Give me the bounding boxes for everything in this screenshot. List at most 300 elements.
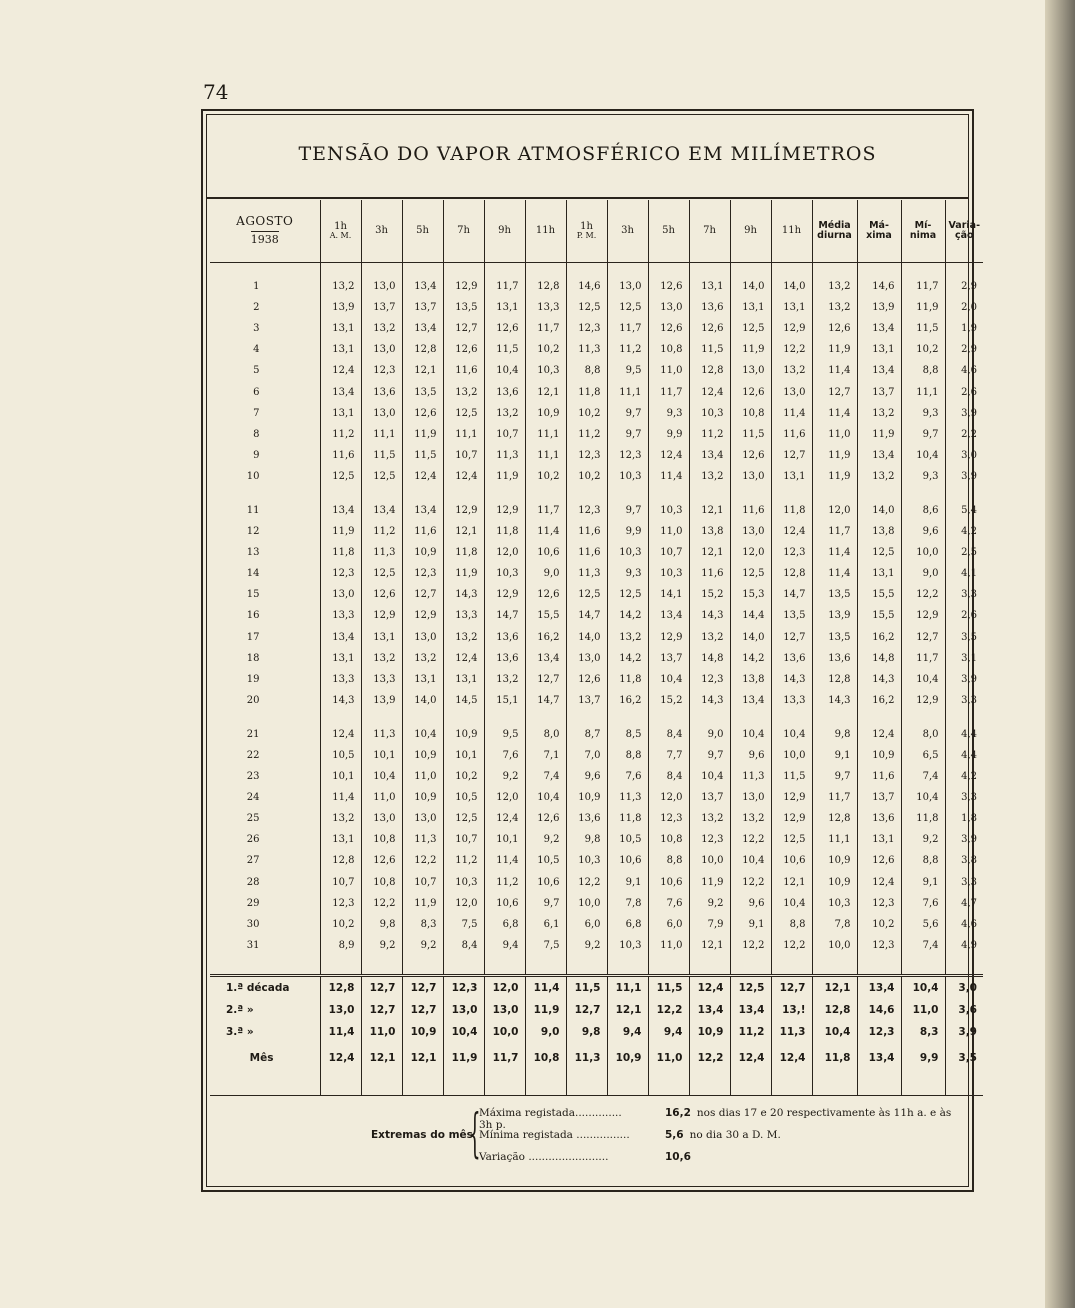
- cell-value: 10,3: [484, 563, 525, 584]
- cell-value: 4,4: [945, 745, 983, 766]
- table-row: [210, 627, 983, 648]
- cell-value: 7,9: [689, 914, 730, 935]
- cell-value: 14,8: [689, 648, 730, 669]
- cell-value: 11,5: [402, 445, 443, 466]
- cell-value: 10,5: [525, 850, 566, 871]
- cell-value: 8,4: [648, 766, 689, 787]
- table-row: [210, 445, 983, 466]
- cell-value: 10,1: [361, 745, 402, 766]
- cell-value: 7,0: [566, 745, 607, 766]
- day-number: 21: [246, 728, 260, 740]
- day-number: 10: [246, 470, 260, 482]
- summary-value: 13,0: [320, 999, 361, 1021]
- summary-value: 12,7: [566, 999, 607, 1021]
- cell-value: 13,2: [320, 808, 361, 829]
- header-hour: [566, 200, 607, 263]
- cell-value: 12,8: [812, 808, 857, 829]
- summary-row: [210, 1043, 983, 1073]
- cell-value: 13,4: [320, 627, 361, 648]
- cell-value: 6,1: [525, 914, 566, 935]
- cell-value: 3,9: [945, 829, 983, 850]
- day-rows: [210, 263, 983, 976]
- cell-value: 13,2: [689, 466, 730, 487]
- table-row: [210, 381, 983, 402]
- cell-value: 12,3: [402, 563, 443, 584]
- cell-value: 13,7: [566, 690, 607, 711]
- summary-value: 12,1: [361, 1043, 402, 1073]
- cell-value: 13,0: [730, 466, 771, 487]
- cell-value: 12,8: [320, 850, 361, 871]
- cell-value: 13,1: [771, 466, 812, 487]
- summary-value: 11,7: [484, 1043, 525, 1073]
- summary-value: 11,2: [730, 1021, 771, 1043]
- cell-value: 12,4: [857, 724, 901, 745]
- cell-value: 3,9: [945, 466, 983, 487]
- cell-value: 10,8: [648, 829, 689, 850]
- cell-value: 8,5: [607, 724, 648, 745]
- hour-label: 1h: [334, 220, 347, 232]
- cell-value: 8,8: [607, 745, 648, 766]
- cell-value: 11,6: [566, 521, 607, 542]
- cell-value: 3,3: [945, 787, 983, 808]
- cell-value: 14,3: [689, 690, 730, 711]
- extreme-key: Mínima registada ................: [479, 1129, 630, 1141]
- cell-value: 9,2: [484, 766, 525, 787]
- cell-value: 12,1: [689, 935, 730, 956]
- summary-value: 3,9: [945, 1021, 983, 1043]
- cell-value: 11,7: [484, 276, 525, 297]
- hour-label: 3h: [375, 224, 388, 236]
- cell-value: 12,6: [525, 808, 566, 829]
- cell-value: 13,1: [857, 339, 901, 360]
- cell-value: 13,3: [525, 297, 566, 318]
- table-row: [210, 808, 983, 829]
- table-row: [210, 829, 983, 850]
- cell-value: 11,5: [361, 445, 402, 466]
- extreme-key: Máxima registada..............: [479, 1107, 622, 1119]
- cell-value: 3,5: [945, 627, 983, 648]
- cell-value: 14,7: [484, 605, 525, 626]
- cell-value: 16,2: [607, 690, 648, 711]
- cell-value: 14,0: [730, 627, 771, 648]
- cell-value: 1,8: [945, 808, 983, 829]
- cell-value: 13,8: [689, 521, 730, 542]
- cell-value: 13,6: [857, 808, 901, 829]
- cell-value: 10,7: [648, 542, 689, 563]
- cell-value: 10,2: [525, 339, 566, 360]
- cell-value: 13,4: [320, 500, 361, 521]
- summary-value: 9,8: [566, 1021, 607, 1043]
- cell-value: 10,0: [812, 935, 857, 956]
- cell-value: 13,4: [525, 648, 566, 669]
- summary-value: 9,9: [901, 1043, 945, 1073]
- cell-value: 13,4: [857, 360, 901, 381]
- hour-label: 5h: [416, 224, 429, 236]
- day-number: 17: [246, 631, 260, 643]
- cell-value: 13,2: [607, 627, 648, 648]
- hour-period: A. M.: [329, 231, 352, 241]
- cell-value: 9,2: [566, 935, 607, 956]
- cell-value: 14,0: [857, 500, 901, 521]
- cell-value: 12,9: [901, 690, 945, 711]
- day-number: 14: [246, 568, 260, 580]
- cell-value: 13,1: [320, 829, 361, 850]
- cell-value: 13,4: [857, 445, 901, 466]
- cell-value: 11,8: [320, 542, 361, 563]
- cell-value: 13,0: [361, 276, 402, 297]
- cell-value: 8,8: [648, 850, 689, 871]
- cell-value: 9,3: [901, 466, 945, 487]
- summary-label: Mês: [249, 1051, 274, 1064]
- cell-value: 10,4: [901, 787, 945, 808]
- cell-value: 16,2: [857, 690, 901, 711]
- summary-row: [210, 999, 983, 1021]
- cell-value: 13,1: [320, 318, 361, 339]
- cell-value: 12,1: [771, 872, 812, 893]
- cell-value: 3,9: [945, 669, 983, 690]
- cell-value: 10,8: [361, 829, 402, 850]
- day-number: 6: [253, 386, 260, 398]
- page-edge-shadow: [1045, 0, 1075, 1308]
- cell-value: 10,1: [443, 745, 484, 766]
- cell-value: 11,5: [771, 766, 812, 787]
- cell-value: 13,0: [361, 339, 402, 360]
- cell-value: 10,6: [525, 872, 566, 893]
- cell-value: 13,5: [771, 605, 812, 626]
- table-row: [210, 690, 983, 711]
- table-row: [210, 935, 983, 956]
- cell-value: 12,7: [812, 381, 857, 402]
- cell-value: 11,6: [857, 766, 901, 787]
- cell-value: 11,2: [607, 339, 648, 360]
- cell-value: 9,2: [901, 829, 945, 850]
- table-row: [210, 787, 983, 808]
- cell-value: 4,4: [945, 724, 983, 745]
- cell-value: 10,3: [525, 360, 566, 381]
- cell-value: 12,9: [443, 276, 484, 297]
- cell-value: 11,9: [812, 339, 857, 360]
- cell-value: 14,0: [730, 276, 771, 297]
- cell-value: 11,0: [648, 935, 689, 956]
- cell-value: 9,7: [607, 500, 648, 521]
- cell-value: 14,2: [607, 648, 648, 669]
- cell-value: 8,4: [443, 935, 484, 956]
- cell-value: 9,7: [607, 403, 648, 424]
- summary-label: 1.ª década: [210, 975, 320, 999]
- cell-value: 13,0: [730, 360, 771, 381]
- cell-value: 12,6: [812, 318, 857, 339]
- cell-value: 11,2: [443, 850, 484, 871]
- summary-row: [210, 1021, 983, 1043]
- cell-value: 12,9: [361, 605, 402, 626]
- cell-value: 12,5: [443, 403, 484, 424]
- day-number: 29: [246, 897, 260, 909]
- cell-value: 14,3: [771, 669, 812, 690]
- cell-value: 13,7: [689, 787, 730, 808]
- cell-value: 12,6: [361, 584, 402, 605]
- cell-value: 13,6: [484, 627, 525, 648]
- hour-label: 11h: [781, 224, 802, 236]
- cell-value: 12,3: [857, 893, 901, 914]
- cell-value: 13,3: [320, 669, 361, 690]
- cell-value: 12,9: [402, 605, 443, 626]
- cell-value: 4,6: [945, 360, 983, 381]
- day-number: 7: [253, 407, 260, 419]
- cell-value: 12,9: [484, 584, 525, 605]
- cell-value: 10,9: [402, 787, 443, 808]
- hour-label: 1h: [580, 220, 593, 232]
- cell-value: 10,4: [771, 724, 812, 745]
- cell-value: 9,2: [361, 935, 402, 956]
- extremes-label: Extremas do mês: [371, 1129, 473, 1141]
- cell-value: 13,9: [812, 605, 857, 626]
- hour-label: 9h: [744, 224, 757, 236]
- extreme-detail: no dia 30 a D. M.: [689, 1129, 781, 1141]
- hour-label: 5h: [662, 224, 675, 236]
- summary-value: 11,9: [525, 999, 566, 1021]
- summary-value: 13,!: [771, 999, 812, 1021]
- cell-value: 10,6: [648, 872, 689, 893]
- extreme-max-row: [479, 1107, 968, 1131]
- cell-value: 10,0: [689, 850, 730, 871]
- cell-value: 12,2: [566, 872, 607, 893]
- cell-value: 9,5: [607, 360, 648, 381]
- cell-value: 12,9: [648, 627, 689, 648]
- cell-value: 13,2: [361, 648, 402, 669]
- hour-period: P. M.: [576, 231, 597, 241]
- cell-value: 13,6: [484, 648, 525, 669]
- cell-value: 11,9: [857, 424, 901, 445]
- cell-value: 9,0: [901, 563, 945, 584]
- hour-label: 7h: [457, 224, 470, 236]
- cell-value: 10,6: [484, 893, 525, 914]
- cell-value: 6,8: [607, 914, 648, 935]
- cell-value: 7,4: [901, 766, 945, 787]
- cell-value: 4,7: [945, 893, 983, 914]
- cell-value: 11,1: [607, 381, 648, 402]
- brace: {: [469, 1104, 481, 1164]
- cell-value: 11,1: [443, 424, 484, 445]
- cell-value: 11,7: [648, 381, 689, 402]
- summary-value: 11,0: [648, 1043, 689, 1073]
- cell-value: 8,8: [901, 360, 945, 381]
- cell-value: 13,4: [402, 500, 443, 521]
- header-stat: Má- xima: [857, 200, 901, 263]
- cell-value: 9,6: [566, 766, 607, 787]
- cell-value: 12,6: [857, 850, 901, 871]
- table-row: [210, 850, 983, 871]
- table-row: [210, 563, 983, 584]
- cell-value: 14,0: [566, 627, 607, 648]
- cell-value: 10,3: [607, 542, 648, 563]
- cell-value: 11,0: [361, 787, 402, 808]
- cell-value: 12,5: [566, 297, 607, 318]
- cell-value: 13,4: [361, 500, 402, 521]
- cell-value: 13,2: [443, 627, 484, 648]
- cell-value: 12,3: [566, 500, 607, 521]
- summary-value: 11,3: [771, 1021, 812, 1043]
- cell-value: 12,5: [607, 297, 648, 318]
- day-number: 19: [246, 673, 260, 685]
- summary-row: [210, 975, 983, 999]
- cell-value: 9,9: [607, 521, 648, 542]
- cell-value: 2,6: [945, 605, 983, 626]
- cell-value: 11,0: [648, 521, 689, 542]
- cell-value: 11,3: [730, 766, 771, 787]
- cell-value: 12,5: [320, 466, 361, 487]
- cell-value: 7,6: [648, 893, 689, 914]
- cell-value: 11,8: [607, 669, 648, 690]
- cell-value: 11,3: [607, 787, 648, 808]
- cell-value: 11,2: [484, 872, 525, 893]
- summary-value: 12,7: [402, 999, 443, 1021]
- extreme-min-row: [479, 1129, 781, 1141]
- cell-value: 10,2: [566, 403, 607, 424]
- summary-value: 11,0: [361, 1021, 402, 1043]
- cell-value: 11,3: [566, 563, 607, 584]
- cell-value: 14,8: [857, 648, 901, 669]
- cell-value: 11,9: [320, 521, 361, 542]
- cell-value: 11,6: [771, 424, 812, 445]
- table-row: [210, 766, 983, 787]
- summary-value: 11,9: [443, 1043, 484, 1073]
- cell-value: 11,3: [484, 445, 525, 466]
- cell-value: 10,7: [484, 424, 525, 445]
- table-row: [210, 521, 983, 542]
- cell-value: 10,3: [648, 563, 689, 584]
- cell-value: 13,9: [320, 297, 361, 318]
- cell-value: 4,6: [945, 914, 983, 935]
- cell-value: 7,6: [901, 893, 945, 914]
- cell-value: 12,2: [402, 850, 443, 871]
- cell-value: 13,4: [857, 318, 901, 339]
- cell-value: 12,8: [525, 276, 566, 297]
- cell-value: 12,5: [566, 584, 607, 605]
- cell-value: 11,3: [566, 339, 607, 360]
- cell-value: 8,0: [525, 724, 566, 745]
- cell-value: 12,5: [730, 318, 771, 339]
- cell-value: 5,6: [901, 914, 945, 935]
- header-hour: [402, 200, 443, 263]
- summary-value: 12,5: [730, 975, 771, 999]
- cell-value: 12,7: [402, 584, 443, 605]
- cell-value: 12,0: [443, 893, 484, 914]
- header-stat: Média diurna: [812, 200, 857, 263]
- summary-value: 12,2: [689, 1043, 730, 1073]
- cell-value: 11,1: [525, 445, 566, 466]
- cell-value: 13,1: [320, 403, 361, 424]
- cell-value: 8,8: [566, 360, 607, 381]
- summary-value: 13,4: [689, 999, 730, 1021]
- summary-value: 11,8: [812, 1043, 857, 1073]
- cell-value: 13,8: [857, 521, 901, 542]
- cell-value: 11,9: [484, 466, 525, 487]
- cell-value: 13,0: [402, 627, 443, 648]
- cell-value: 13,3: [320, 605, 361, 626]
- cell-value: 14,5: [443, 690, 484, 711]
- cell-value: 7,1: [525, 745, 566, 766]
- day-number: 23: [246, 771, 260, 783]
- cell-value: 9,3: [901, 403, 945, 424]
- cell-value: 13,2: [484, 669, 525, 690]
- cell-value: 9,9: [648, 424, 689, 445]
- cell-value: 9,5: [484, 724, 525, 745]
- header-hour: [484, 200, 525, 263]
- table-row: [210, 914, 983, 935]
- cell-value: 12,4: [443, 466, 484, 487]
- cell-value: 10,3: [607, 935, 648, 956]
- cell-value: 12,6: [730, 381, 771, 402]
- summary-value: 12,1: [812, 975, 857, 999]
- cell-value: 13,1: [857, 563, 901, 584]
- cell-value: 13,0: [607, 276, 648, 297]
- day-number: 11: [246, 504, 260, 516]
- summary-value: 12,3: [857, 1021, 901, 1043]
- cell-value: 13,7: [402, 297, 443, 318]
- table-row: [210, 466, 983, 487]
- cell-value: 13,6: [689, 297, 730, 318]
- cell-value: 12,6: [402, 403, 443, 424]
- cell-value: 14,4: [730, 605, 771, 626]
- day-number: 15: [246, 589, 260, 601]
- table-row: [210, 339, 983, 360]
- cell-value: 12,2: [730, 829, 771, 850]
- cell-value: 11,1: [901, 381, 945, 402]
- cell-value: 12,6: [361, 850, 402, 871]
- cell-value: 9,7: [607, 424, 648, 445]
- summary-value: 13,4: [857, 975, 901, 999]
- cell-value: 13,2: [857, 466, 901, 487]
- summary-value: 13,0: [484, 999, 525, 1021]
- summary-value: 11,1: [607, 975, 648, 999]
- summary-value: 11,4: [320, 1021, 361, 1043]
- cell-value: 8,8: [901, 850, 945, 871]
- day-number: 4: [253, 344, 260, 356]
- cell-value: 12,4: [857, 872, 901, 893]
- cell-value: 7,8: [812, 914, 857, 935]
- cell-value: 10,3: [607, 466, 648, 487]
- cell-value: 11,6: [402, 521, 443, 542]
- summary-value: 10,9: [607, 1043, 648, 1073]
- cell-value: 12,0: [730, 542, 771, 563]
- cell-value: 4,2: [945, 521, 983, 542]
- cell-value: 12,3: [566, 445, 607, 466]
- cell-value: 12,9: [901, 605, 945, 626]
- cell-value: 12,3: [771, 542, 812, 563]
- table-row: [210, 584, 983, 605]
- cell-value: 10,7: [402, 872, 443, 893]
- cell-value: 13,7: [857, 381, 901, 402]
- cell-value: 13,2: [320, 276, 361, 297]
- day-number: 3: [253, 323, 260, 335]
- cell-value: 9,1: [730, 914, 771, 935]
- cell-value: 13,2: [689, 808, 730, 829]
- cell-value: 5,4: [945, 500, 983, 521]
- cell-value: 11,4: [771, 403, 812, 424]
- summary-value: 9,4: [607, 1021, 648, 1043]
- cell-value: 13,1: [361, 627, 402, 648]
- day-number: 30: [246, 918, 260, 930]
- day-number: 13: [246, 547, 260, 559]
- summary-value: 9,0: [525, 1021, 566, 1043]
- cell-value: 6,8: [484, 914, 525, 935]
- summary-value: 10,0: [484, 1021, 525, 1043]
- cell-value: 13,2: [857, 403, 901, 424]
- cell-value: 10,4: [771, 893, 812, 914]
- cell-value: 15,5: [525, 605, 566, 626]
- cell-value: 2,9: [945, 276, 983, 297]
- cell-value: 11,1: [525, 424, 566, 445]
